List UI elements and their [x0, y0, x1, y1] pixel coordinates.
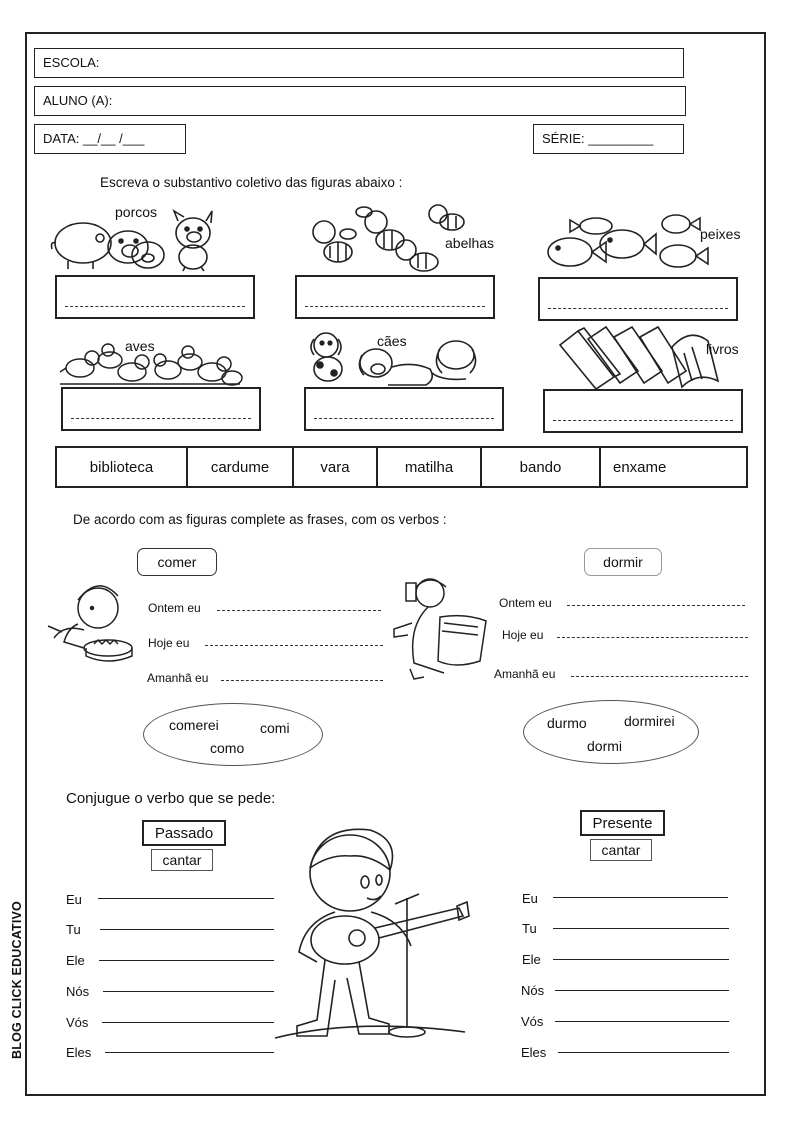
- pronoun-tu-left: Tu: [66, 922, 81, 937]
- word-bank-cell: enxame: [613, 458, 667, 476]
- pronoun-eles-left: Eles: [66, 1045, 92, 1060]
- figure-label-caes: cães: [377, 333, 407, 349]
- answer-line-hoje-left[interactable]: [205, 645, 383, 646]
- tense-box-presente: Presente: [580, 810, 665, 836]
- prompt-ontem-right: Ontem eu: [499, 596, 552, 610]
- answer-line-vos-left[interactable]: [102, 1022, 274, 1023]
- word-bank-cell: bando: [482, 448, 601, 486]
- prompt-ontem-left: Ontem eu: [148, 601, 201, 615]
- answer-line-eu-right[interactable]: [553, 897, 728, 898]
- word-bank-cell: biblioteca: [57, 448, 188, 486]
- answer-box-abelhas[interactable]: [295, 275, 495, 319]
- answer-line-nos-right[interactable]: [555, 990, 729, 991]
- section3-instruction: Conjugue o verbo que se pede:: [66, 790, 276, 807]
- figure-label-aves: aves: [125, 338, 155, 354]
- pronoun-eles-right: Eles: [521, 1045, 547, 1060]
- pronoun-ele-left: Ele: [66, 953, 85, 968]
- boy-singing-illustration: [275, 828, 475, 1054]
- pronoun-vos-right: Vós: [521, 1014, 544, 1029]
- school-label: ESCOLA:: [43, 55, 100, 70]
- figure-label-porcos: porcos: [115, 204, 158, 220]
- bees-illustration: [306, 200, 466, 274]
- verb-box-cantar-left: cantar: [151, 849, 213, 871]
- figure-label-livros: livros: [706, 341, 739, 357]
- answer-line-nos-left[interactable]: [103, 991, 274, 992]
- options-oval-comer: [143, 703, 323, 766]
- student-field[interactable]: [34, 86, 686, 116]
- student-label: ALUNO (A):: [43, 93, 113, 108]
- answer-line-vos-right[interactable]: [555, 1021, 729, 1022]
- school-field[interactable]: [34, 48, 684, 78]
- boy-eating-illustration: [48, 578, 138, 668]
- answer-line-hoje-right[interactable]: [557, 637, 748, 638]
- answer-box-caes[interactable]: [304, 387, 504, 431]
- pronoun-nos-left: Nós: [66, 984, 90, 999]
- prompt-hoje-left: Hoje eu: [148, 636, 190, 650]
- word-bank-table: [55, 446, 748, 488]
- prompt-amanha-right: Amanhã eu: [494, 667, 556, 681]
- pronoun-nos-right: Nós: [521, 983, 545, 998]
- pronoun-eu-right: Eu: [522, 891, 538, 906]
- answer-line-ontem-right[interactable]: [567, 605, 745, 606]
- option-comi: comi: [260, 720, 290, 736]
- tense-box-passado: Passado: [142, 820, 226, 846]
- prompt-amanha-left: Amanhã eu: [147, 671, 209, 685]
- answer-line-eu-left[interactable]: [98, 898, 274, 899]
- answer-line-ele-right[interactable]: [553, 959, 729, 960]
- grade-label: SÉRIE: _________: [542, 131, 654, 146]
- section2-instruction: De acordo com as figuras complete as frases, com os verbos :: [73, 512, 447, 527]
- answer-line-tu-left[interactable]: [100, 929, 274, 930]
- answer-line-eles-right[interactable]: [558, 1052, 729, 1053]
- fish-illustration: [546, 210, 716, 276]
- verb-box-cantar-right: cantar: [590, 839, 652, 861]
- option-dormirei: dormirei: [624, 713, 675, 729]
- answer-line-eles-left[interactable]: [105, 1052, 274, 1053]
- answer-box-porcos[interactable]: [55, 275, 255, 319]
- options-oval-dormir: [523, 700, 699, 764]
- answer-box-aves[interactable]: [61, 387, 261, 431]
- option-comerei: comerei: [169, 717, 219, 733]
- option-como: como: [210, 740, 245, 756]
- answer-line-tu-right[interactable]: [553, 928, 729, 929]
- figure-label-peixes: peixes: [700, 226, 741, 242]
- pronoun-vos-left: Vós: [66, 1015, 89, 1030]
- verb-box-comer: comer: [137, 548, 217, 576]
- answer-box-livros[interactable]: [543, 389, 743, 433]
- word-bank-cell: cardume: [188, 448, 294, 486]
- answer-line-ontem-left[interactable]: [217, 610, 381, 611]
- date-field[interactable]: [34, 124, 186, 154]
- books-illustration: [556, 325, 731, 389]
- section1-instruction: Escreva o substantivo coletivo das figuras abaixo :: [100, 175, 403, 190]
- pronoun-eu-left: Eu: [66, 892, 82, 907]
- answer-line-ele-left[interactable]: [99, 960, 274, 961]
- answer-line-amanha-right[interactable]: [571, 676, 748, 677]
- pronoun-ele-right: Ele: [522, 952, 541, 967]
- side-watermark-text: BLOG CLICK EDUCATIVO: [10, 901, 24, 1059]
- pronoun-tu-right: Tu: [522, 921, 537, 936]
- date-label: DATA: __/__ /___: [43, 131, 145, 146]
- verb-box-dormir: dormir: [584, 548, 662, 576]
- option-durmo: durmo: [547, 715, 587, 731]
- figure-label-abelhas: abelhas: [445, 235, 495, 251]
- word-bank-cell: matilha: [378, 448, 482, 486]
- grade-field[interactable]: [533, 124, 684, 154]
- option-dormi: dormi: [587, 738, 623, 754]
- word-bank-cell: vara: [294, 448, 378, 486]
- prompt-hoje-right: Hoje eu: [502, 628, 544, 642]
- answer-line-amanha-left[interactable]: [221, 680, 383, 681]
- answer-box-peixes[interactable]: [538, 277, 738, 321]
- girl-sleeping-illustration: [390, 573, 495, 683]
